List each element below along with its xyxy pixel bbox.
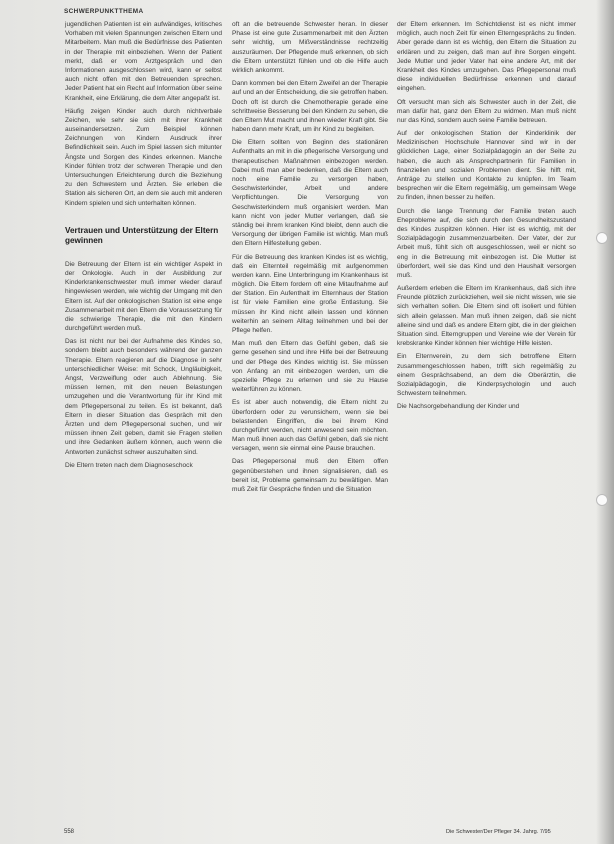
paragraph: Das Pflegepersonal muß den Eltern offen gegenüberstehen und ihnen signalisieren, daß es bereit ist, Probleme gemeinsam zu bewältigen. Man muß Zeit für Gespräche finden und die Situation	[232, 458, 388, 493]
paragraph: Die Eltern treten nach dem Diagnoseschock	[65, 461, 193, 469]
paragraph: jugendlichen Patienten ist ein aufwändiges, kritisches Vorhaben mit vielen Spannungen zwischen Eltern und Mitarbeitern. Man muß die Bedürfnisse des Patienten in der Therapie mit einbeziehen. Wenn der Patient merkt, daß er vom Arztgespräch und den Informationen ausgeschlossen wird, kann er selbst auch nicht offen mit den Betreuenden sprechen. Jeder Patient hat ein Recht auf Information über seine Krankheit, eine Erklärung, die dem Alter angepaßt ist.	[65, 21, 222, 102]
paragraph: Die Nachsorgebehandlung der Kinder und	[397, 403, 520, 411]
paragraph: Die Eltern sollten von Beginn des stationären Aufenthalts an mit in die pflegerische Versorgung und therapeutischen Maßnahmen einbezogen werden. Dabei muß man aber bedenken, daß die Eltern auch noch eine Familie zu versorgen haben, Geschwisterkinder, Arbeit und andere Verpflichtungen. Die Versorgung von Geschwisterkindern muß organisiert werden. Man kann nicht von jeder Mutter verlangen, daß sie ständig bei ihrem kranken Kind bleibt, denn auch die Versorgung der übrigen Familie ist wichtig. Man muß den Eltern Hilfestellung geben.	[232, 139, 388, 248]
paragraph: Auf der onkologischen Station der Kinderklinik der Medizinischen Hochschule Hannover sind wir in der glücklichen Lage, einer Sozialpädagogin an der Seite zu haben, die auch als Ansprechpartnerin für Familien in finanziellen und sozialen Problemen dient. Sie hilft mit, Anträge zu stellen und Kontakte zu knüpfen. Im Team besprechen wir die Eltern regelmäßig, um gemeinsam Wege zu finden, ihnen besser zu helfen.	[397, 130, 576, 202]
paragraph: Außerdem erleben die Eltern im Krankenhaus, daß sich ihre Freunde plötzlich zurückziehen, weil sie nicht wissen, wie sie sich verhalten sollen. Die Eltern sind oft isoliert und fühlen sich allein gelassen. Man muß ihnen zeigen, daß sie nicht alleine sind und daß es andere Eltern gibt, die in der gleichen Situation sind. Elterngruppen und Vereine wie der Verein für krebskranke Kinder können hier wichtige Hilfe leisten.	[397, 285, 576, 348]
paragraph: Häufig zeigen Kinder auch durch nichtverbale Zeichen, wie sehr sie sich mit ihrer Krankheit auseinandersetzen. Zum Beispiel können Zeichnungen von Kindern Ausdruck ihrer Befindlichkeit sein. Auch im Spiel lassen sich mitunter Ängste und Sorgen des Kindes erkennen. Manche Kinder fühlen trotz der schweren Therapie und den Untersuchungen Erleichterung durch die Beziehung zu den Schwestern und Ärzten. Sie erleben die Station als sicheren Ort, an dem sie auch mit anderen Kindern spielen und sich unterhalten können.	[65, 107, 222, 207]
section-header: SCHWERPUNKTTHEMA	[64, 8, 144, 15]
paragraph: Oft versucht man sich als Schwester auch in der Zeit, die man dafür hat, ganz den Eltern zu widmen. Man muß nicht nur das Kind, sondern auch seine Familie betreuen.	[397, 98, 576, 124]
column-1	[65, 20, 222, 470]
binding-shadow	[596, 0, 614, 844]
paragraph: der Eltern erkennen. Im Schichtdienst ist es nicht immer möglich, auch noch Zeit für einen Elterngesprächs zu finden. Aber gerade dann ist es wichtig, den Eltern die Situation zu erklären und zu zeigen, daß man auf ihre Sorgen eingeht. Jede Mutter und jeder Vater hat eine andere Art, mit der Krankheit des Kindes umzugehen. Das Pflegepersonal muß diese individuellen Bedürfnisse erkennen und darauf eingehen.	[397, 21, 576, 93]
paragraph: Man muß den Eltern das Gefühl geben, daß sie gerne gesehen sind und ihre Hilfe bei der Betreuung und der Pflege des Kindes wichtig ist. Sie müssen von Anfang an mit einbezogen werden, um die spezielle Pflege zu erlernen und sie zu Hause weiterführen zu können.	[232, 340, 388, 394]
section-heading: Vertrauen und Unterstützung der Eltern gewinnen	[65, 225, 219, 245]
paragraph: Ein Elternverein, zu dem sich betroffene Eltern zusammengeschlossen haben, trifft sich regelmäßig zu einem Gesprächsabend, an dem die Oberärztin, die Sozialpädagogin, die Kinderpsychologin und auch Schwestern teilnehmen.	[397, 353, 576, 398]
column-3	[397, 20, 576, 412]
paragraph: oft an die betreuende Schwester heran. In dieser Phase ist eine gute Zusammenarbeit mit den Ärzten sehr wichtig, um Mißverständnisse rechtzeitig auszuräumen. Der Pflegende muß erkennen, ob sich die Eltern unterstützt fühlen und ob die Hilfe auch wirklich ankommt.	[232, 21, 388, 74]
paragraph: Durch die lange Trennung der Familie treten auch Eheprobleme auf, die sich durch den Gesundheitszustand des Kindes zuspitzen können. Hier ist es wichtig, mit der Sozialpädagogin zusammenzuarbeiten. Der Vater, der zur Arbeit muß, fühlt sich oft ausgeschlossen, weil er nicht so eng in die Betreuung mit einbezogen ist. Die Mutter ist überfordert, weil sie das Kind und den Haushalt versorgen muß.	[397, 207, 576, 279]
paragraph: Das ist nicht nur bei der Aufnahme des Kindes so, sondern bleibt auch besonders während der ganzen Therapie. Eltern reagieren auf die Diagnose in sehr unterschiedlicher Weise: mit Schock, Ungläubigkeit, Angst, Verzweiflung oder auch Ablehnung. Sie müssen lernen, mit den neuen Belastungen umzugehen und die Verantwortung für ihr Kind mit dem Pflegepersonal zu teilen. Es ist bekannt, daß Eltern in dieser Situation das Gespräch mit den Ärzten und dem Pflegepersonal suchen, und wir müssen ihnen Zeit geben, damit sie Fragen stellen und ihre Gedanken äußern können, auch wenn die Antworten zunächst schwer auszuhalten sind.	[65, 338, 222, 456]
punch-hole	[596, 232, 608, 244]
page-number: 558	[64, 829, 75, 835]
paragraph: Für die Betreuung des kranken Kindes ist es wichtig, daß ein Elternteil regelmäßig mit aufgenommen werden kann. Eine Unterbringung im Krankenhaus ist möglich. Die Eltern fordern oft eine Mitaufnahme auf der Station. Ein Aufenthalt im Elternhaus der Station ist für viele Familien eine große Entlastung. Sie müssen ihr Kind nicht allein lassen und können weiterhin an seinem Alltag teilnehmen und bei der Pflege helfen.	[232, 253, 388, 334]
punch-hole	[596, 494, 608, 506]
paragraph: Es ist aber auch notwendig, die Eltern nicht zu überfordern oder zu verunsichern, wenn sie bei belastenden Eingriffen, die bei ihrem Kind durchgeführt werden, nicht anwesend sein möchten. Man muß ihnen auch das Gefühl geben, daß sie nicht versagen, wenn sie einmal eine Pause brauchen.	[232, 399, 388, 453]
column-2	[232, 20, 388, 494]
paragraph: Die Betreuung der Eltern ist ein wichtiger Aspekt in der Onkologie. Auch in der Ausbildung zur Kinderkrankenschwester muß immer wieder darauf hingewiesen werden, wie wichtig der Umgang mit den Eltern ist. Auf der onkologischen Station ist eine enge Zusammenarbeit mit den Eltern die Voraussetzung für die schwierige Therapie, die mit den Kindern durchgeführt werden muß.	[65, 260, 222, 333]
paragraph: Dann kommen bei den Eltern Zweifel an der Therapie auf und an der Entscheidung, die sie getroffen haben. Doch oft ist durch die Chemotherapie gerade eine schrittweise Besserung bei den Kindern zu sehen, die den Eltern Mut macht und ihnen wieder Kraft gibt. Sie haben dann mehr Kraft, um ihr Kind zu begleiten.	[232, 80, 388, 134]
journal-footer: Die Schwester/Der Pfleger 34. Jahrg. 7/95	[446, 829, 551, 835]
